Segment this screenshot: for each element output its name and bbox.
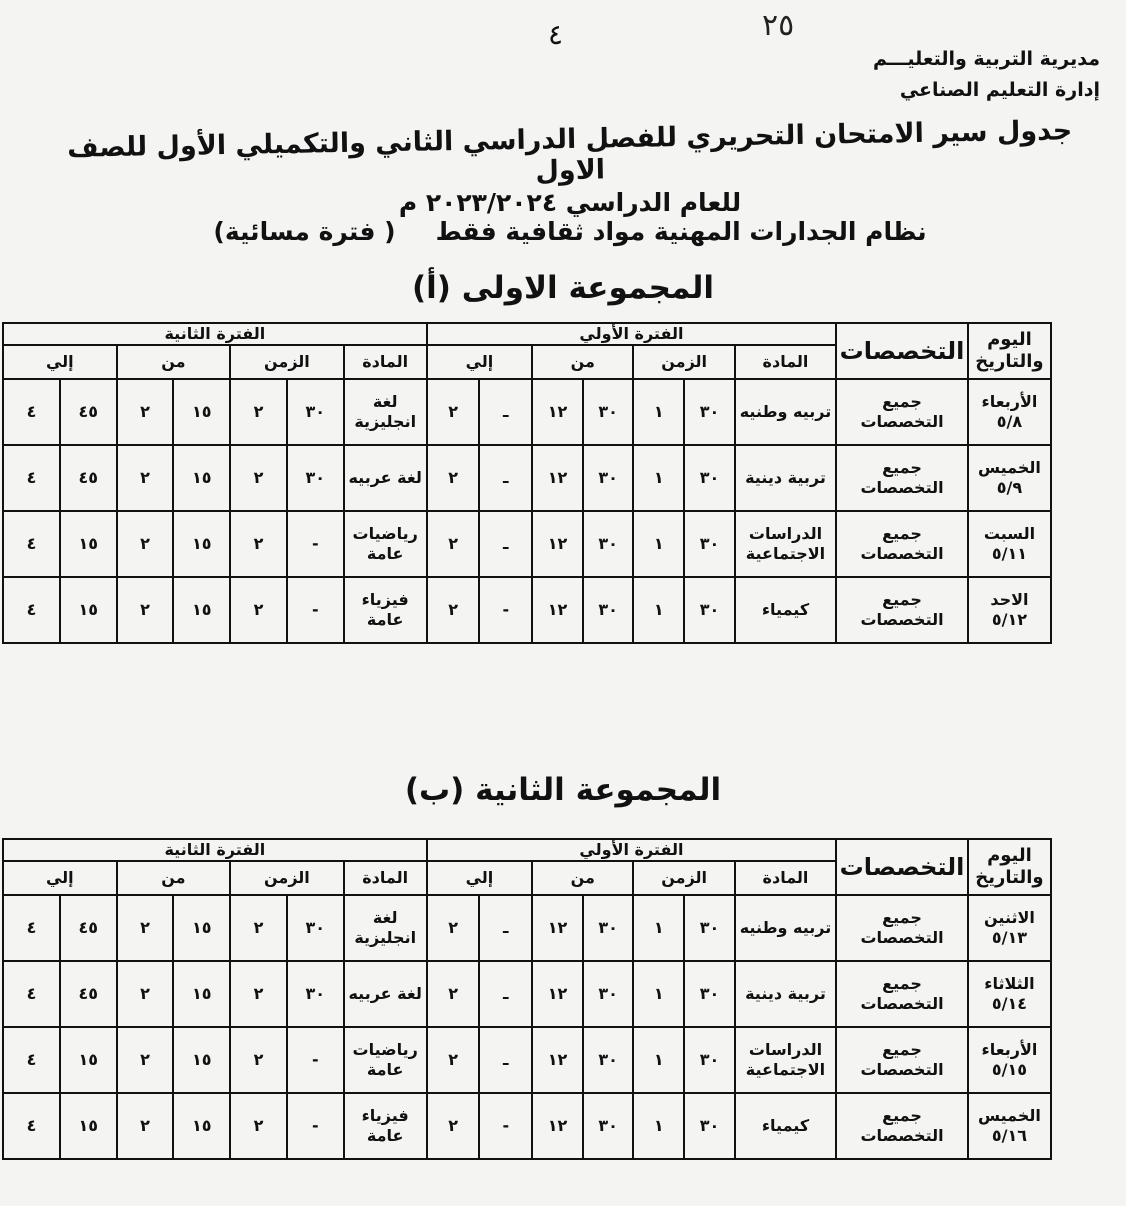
table-row — [3, 445, 1051, 511]
duration-hours: ٢ — [230, 895, 287, 961]
duration-minutes: - — [287, 1093, 344, 1159]
day-date-cell: الأربعاء ٥/١٥ — [968, 1027, 1051, 1093]
header-specializations: التخصصات — [836, 839, 968, 895]
from-minutes: ١٥ — [173, 1093, 230, 1159]
to-hours: ٢ — [427, 379, 480, 445]
duration-minutes: ٣٠ — [287, 445, 344, 511]
from-minutes: ٣٠ — [583, 1093, 634, 1159]
subject-cell: فيزياء عامة — [344, 1093, 427, 1159]
from-minutes: ٣٠ — [583, 511, 634, 577]
title-line-1: جدول سير الامتحان التحريري للفصل الدراسي الثاني والتكميلي الأول للصف الاول — [66, 115, 1073, 187]
to-hours: ٢ — [427, 961, 480, 1027]
duration-hours: ١ — [633, 895, 684, 961]
header-specializations: التخصصات — [836, 323, 968, 379]
duration-hours: ٢ — [230, 1093, 287, 1159]
to-hours: ٢ — [427, 1027, 480, 1093]
to-minutes: ـ — [479, 511, 532, 577]
to-hours: ٤ — [3, 577, 60, 643]
subject-cell: تربيه وطنيه — [735, 379, 836, 445]
duration-hours: ١ — [633, 445, 684, 511]
duration-minutes: ٣٠ — [684, 445, 735, 511]
to-minutes: ـ — [479, 379, 532, 445]
to-minutes: - — [479, 577, 532, 643]
header-subject: المادة — [735, 345, 836, 379]
to-hours: ٤ — [3, 961, 60, 1027]
to-minutes: ـ — [479, 1027, 532, 1093]
to-hours: ٤ — [3, 1093, 60, 1159]
day-date-cell: الخميس ٥/٩ — [968, 445, 1051, 511]
duration-minutes: - — [287, 577, 344, 643]
to-hours: ٢ — [427, 577, 480, 643]
from-hours: ٢ — [117, 895, 174, 961]
header-to: إلي — [3, 861, 117, 895]
duration-hours: ١ — [633, 577, 684, 643]
header-first-period: الفترة الأولي — [427, 839, 836, 861]
from-minutes: ٣٠ — [583, 445, 634, 511]
table-row — [3, 577, 1051, 643]
table-row — [3, 1093, 1051, 1159]
to-minutes: ١٥ — [60, 511, 117, 577]
from-minutes: ٣٠ — [583, 379, 634, 445]
header-time: الزمن — [633, 345, 734, 379]
day-date-cell: الخميس ٥/١٦ — [968, 1093, 1051, 1159]
from-minutes: ١٥ — [173, 1027, 230, 1093]
from-hours: ١٢ — [532, 445, 583, 511]
from-hours: ١٢ — [532, 379, 583, 445]
subject-cell: تربية دينية — [735, 961, 836, 1027]
administration-name: إدارة التعليم الصناعي — [899, 79, 1100, 102]
subject-cell: كيمياء — [735, 577, 836, 643]
header-subject: المادة — [344, 861, 427, 895]
to-hours: ٢ — [427, 445, 480, 511]
from-hours: ٢ — [117, 577, 174, 643]
header-to: إلي — [427, 345, 532, 379]
table-row — [3, 961, 1051, 1027]
from-hours: ١٢ — [532, 1093, 583, 1159]
subject-cell: فيزياء عامة — [344, 577, 427, 643]
duration-minutes: - — [287, 1027, 344, 1093]
to-hours: ٤ — [3, 1027, 60, 1093]
title-line-3 — [60, 217, 1080, 246]
from-hours: ٢ — [117, 511, 174, 577]
from-minutes: ١٥ — [173, 895, 230, 961]
specialization-cell: جميع التخصصات — [836, 961, 968, 1027]
to-minutes: ٤٥ — [60, 445, 117, 511]
from-hours: ١٢ — [532, 895, 583, 961]
subject-cell: تربية دينية — [735, 445, 836, 511]
day-date-cell: الاثنين ٥/١٣ — [968, 895, 1051, 961]
subject-cell: لغة عربيه — [344, 445, 427, 511]
duration-hours: ١ — [633, 379, 684, 445]
from-hours: ١٢ — [532, 961, 583, 1027]
to-minutes: ١٥ — [60, 1093, 117, 1159]
group-b-title: المجموعة الثانية (ب) — [404, 772, 722, 808]
duration-hours: ١ — [633, 1027, 684, 1093]
to-hours: ٢ — [427, 895, 480, 961]
duration-hours: ٢ — [230, 511, 287, 577]
day-date-cell: الثلاثاء ٥/١٤ — [968, 961, 1051, 1027]
from-minutes: ١٥ — [173, 445, 230, 511]
duration-hours: ١ — [633, 961, 684, 1027]
to-minutes: ٤٥ — [60, 379, 117, 445]
header-subject: المادة — [344, 345, 427, 379]
subject-cell: رياضيات عامة — [344, 511, 427, 577]
from-minutes: ٣٠ — [583, 1027, 634, 1093]
header-time: الزمن — [633, 861, 734, 895]
duration-hours: ١ — [633, 1093, 684, 1159]
organization-header — [873, 44, 1100, 107]
period-label: ( فترة مسائية) — [213, 217, 396, 246]
duration-minutes: ٣٠ — [684, 379, 735, 445]
day-date-cell: الأربعاء ٥/٨ — [968, 379, 1051, 445]
directorate-name: مديرية التربية والتعليـــم — [872, 48, 1100, 70]
document-title — [60, 115, 1080, 246]
subject-cell: تربيه وطنيه — [735, 895, 836, 961]
header-subject: المادة — [735, 861, 836, 895]
to-hours: ٤ — [3, 895, 60, 961]
specialization-cell: جميع التخصصات — [836, 1093, 968, 1159]
specialization-cell: جميع التخصصات — [836, 511, 968, 577]
duration-minutes: ٣٠ — [684, 577, 735, 643]
header-second-period: الفترة الثانية — [3, 839, 427, 861]
from-minutes: ٣٠ — [583, 577, 634, 643]
header-first-period: الفترة الأولي — [427, 323, 836, 345]
specialization-cell: جميع التخصصات — [836, 895, 968, 961]
subject-cell: لغة انجليزية — [344, 379, 427, 445]
subject-cell: كيمياء — [735, 1093, 836, 1159]
subject-cell: الدراسات الاجتماعية — [735, 1027, 836, 1093]
duration-minutes: ٣٠ — [684, 1027, 735, 1093]
from-hours: ٢ — [117, 379, 174, 445]
from-hours: ٢ — [117, 445, 174, 511]
table-row — [3, 1027, 1051, 1093]
header-time: الزمن — [230, 861, 344, 895]
duration-hours: ١ — [633, 511, 684, 577]
group-b-schedule-table — [2, 838, 1052, 1160]
from-minutes: ١٥ — [173, 511, 230, 577]
to-hours: ٤ — [3, 511, 60, 577]
duration-hours: ٢ — [230, 445, 287, 511]
header-to: إلي — [427, 861, 532, 895]
duration-minutes: - — [287, 511, 344, 577]
duration-hours: ٢ — [230, 1027, 287, 1093]
to-minutes: ٤٥ — [60, 895, 117, 961]
specialization-cell: جميع التخصصات — [836, 577, 968, 643]
table-row — [3, 511, 1051, 577]
subject-cell: الدراسات الاجتماعية — [735, 511, 836, 577]
subject-cell: لغة انجليزية — [344, 895, 427, 961]
table-row — [3, 379, 1051, 445]
duration-hours: ٢ — [230, 961, 287, 1027]
header-second-period: الفترة الثانية — [3, 323, 427, 345]
to-minutes: ١٥ — [60, 1027, 117, 1093]
to-hours: ٢ — [427, 1093, 480, 1159]
from-hours: ١٢ — [532, 577, 583, 643]
handwritten-mark: ٢٥ — [762, 8, 795, 43]
to-minutes: ١٥ — [60, 577, 117, 643]
from-hours: ٢ — [117, 1027, 174, 1093]
duration-minutes: ٣٠ — [684, 511, 735, 577]
from-hours: ١٢ — [532, 1027, 583, 1093]
day-date-cell: السبت ٥/١١ — [968, 511, 1051, 577]
subject-cell: رياضيات عامة — [344, 1027, 427, 1093]
from-hours: ٢ — [117, 1093, 174, 1159]
header-day-date: اليوم والتاريخ — [968, 839, 1051, 895]
duration-minutes: ٣٠ — [287, 961, 344, 1027]
to-minutes: - — [479, 1093, 532, 1159]
from-hours: ١٢ — [532, 511, 583, 577]
to-minutes: ـ — [479, 961, 532, 1027]
page-number: ٤ — [548, 18, 564, 51]
header-from: من — [117, 345, 231, 379]
subject-cell: لغة عربيه — [344, 961, 427, 1027]
to-hours: ٤ — [3, 445, 60, 511]
header-from: من — [117, 861, 231, 895]
duration-hours: ٢ — [230, 577, 287, 643]
specialization-cell: جميع التخصصات — [836, 1027, 968, 1093]
day-date-cell: الاحد ٥/١٢ — [968, 577, 1051, 643]
from-minutes: ٣٠ — [583, 895, 634, 961]
system-label: نظام الجدارات المهنية مواد ثقافية فقط — [435, 217, 927, 246]
duration-minutes: ٣٠ — [684, 895, 735, 961]
duration-minutes: ٣٠ — [287, 379, 344, 445]
header-to: إلي — [3, 345, 117, 379]
from-hours: ٢ — [117, 961, 174, 1027]
duration-hours: ٢ — [230, 379, 287, 445]
from-minutes: ١٥ — [173, 577, 230, 643]
group-a-title: المجموعة الاولى (أ) — [411, 270, 715, 306]
to-hours: ٢ — [427, 511, 480, 577]
duration-minutes: ٣٠ — [684, 1093, 735, 1159]
to-minutes: ـ — [479, 895, 532, 961]
specialization-cell: جميع التخصصات — [836, 445, 968, 511]
header-day-date: اليوم والتاريخ — [968, 323, 1051, 379]
header-from: من — [532, 861, 633, 895]
from-minutes: ١٥ — [173, 961, 230, 1027]
table-row — [3, 895, 1051, 961]
header-from: من — [532, 345, 633, 379]
title-line-2: للعام الدراسي ٢٠٢٣/٢٠٢٤ م — [398, 188, 742, 217]
from-minutes: ٣٠ — [583, 961, 634, 1027]
to-minutes: ـ — [479, 445, 532, 511]
group-a-schedule-table — [2, 322, 1052, 644]
from-minutes: ١٥ — [173, 379, 230, 445]
specialization-cell: جميع التخصصات — [836, 379, 968, 445]
to-minutes: ٤٥ — [60, 961, 117, 1027]
duration-minutes: ٣٠ — [684, 961, 735, 1027]
header-time: الزمن — [230, 345, 344, 379]
to-hours: ٤ — [3, 379, 60, 445]
duration-minutes: ٣٠ — [287, 895, 344, 961]
